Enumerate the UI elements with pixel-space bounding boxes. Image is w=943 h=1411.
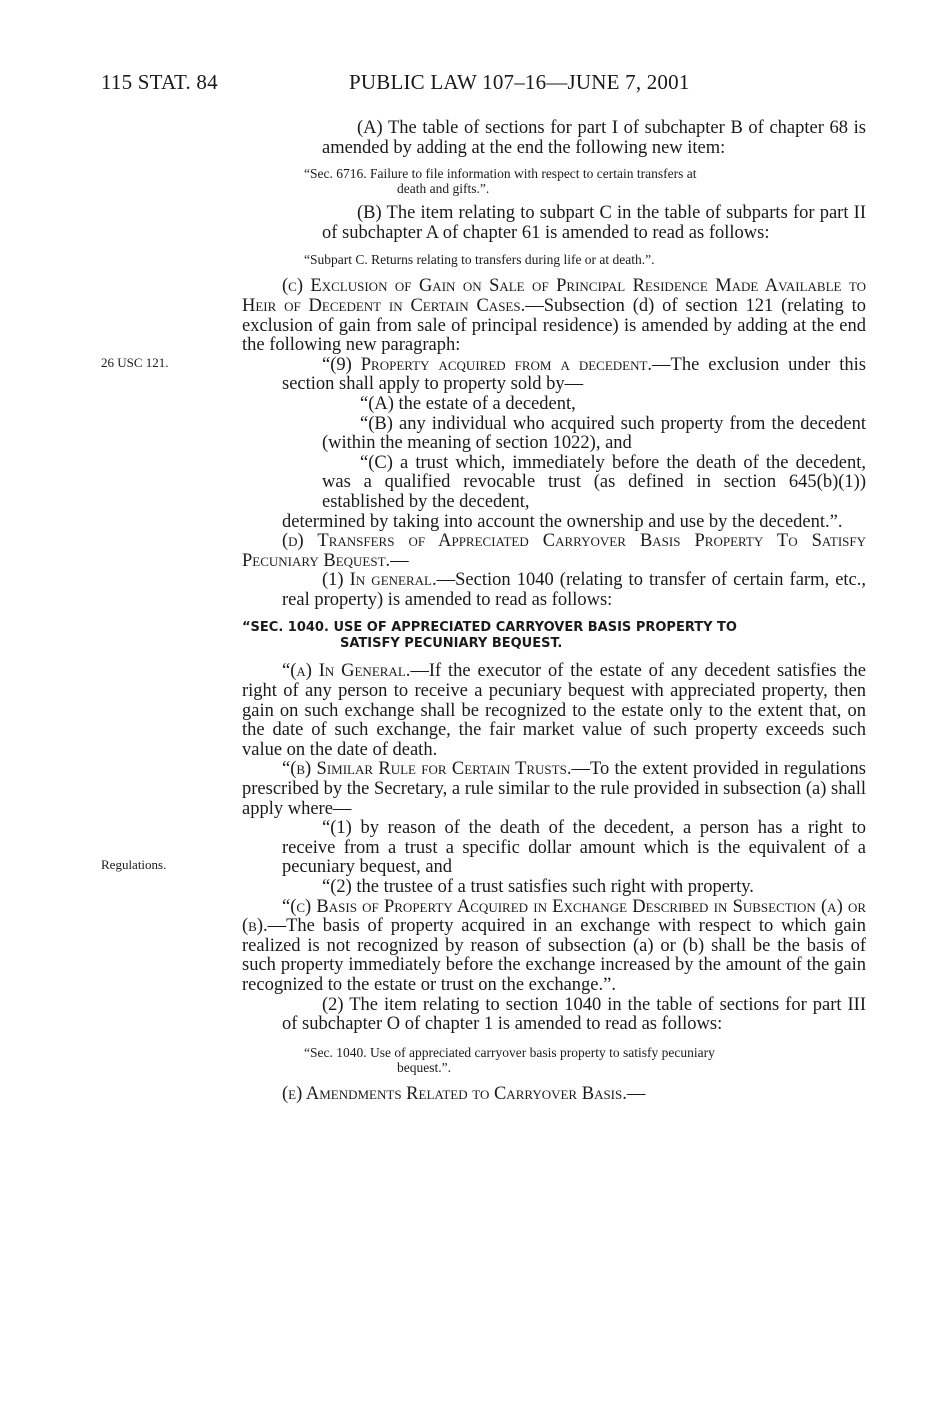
- paragraph-9-a: “(A) the estate of a decedent,: [360, 393, 576, 414]
- subsection-text: —The basis of property acquired in an exchange with respect to which gain realized is not recognized by reason of subsection (a) or (b) shall be the basis of such property immediately before the exchange increased by the amount of the gain recognized to the estate or trust on the exchange.”.: [242, 916, 866, 995]
- section-heading-line: SATISFY PECUNIARY BEQUEST.: [340, 636, 563, 652]
- section-1040-c: [242, 898, 866, 996]
- paragraph-d-1: [242, 571, 866, 610]
- quoted-item-1040: [304, 1045, 866, 1075]
- section-heading-line: “SEC. 1040. USE OF APPRECIATED CARRYOVER BASIS PROPERTY TO: [242, 620, 737, 636]
- quoted-item-subpart-c: “Subpart C. Returns relating to transfers during life or at death.”.: [304, 252, 655, 268]
- quoted-item-line: bequest.”.: [397, 1059, 451, 1075]
- subsection-c: [242, 277, 866, 355]
- subsection-heading: “(a) In General.: [282, 661, 411, 682]
- subsection-dash: —: [626, 1083, 646, 1104]
- paragraph-text: —Section 1040 (relating to transfer of certain farm, etc., real property) is amended to read as follows:: [282, 570, 867, 610]
- margin-note-usc: 26 USC 121.: [101, 355, 169, 370]
- subsection-text: —Subsection (d) of section 121 (relating to exclusion of gain from sale of principal residence) is amended by adding at the end the following new paragraph:: [242, 295, 866, 356]
- paragraph-a-table: (A) The table of sections for part I of subchapter B of chapter 68 is amended by adding at the end the following new item:: [322, 118, 866, 158]
- page-stat-number: 115 STAT. 84: [101, 70, 218, 94]
- body-text: [242, 119, 866, 1104]
- margin-note-regulations: Regulations.: [101, 857, 167, 872]
- subsection-heading: (e) Amendments Related to Carryover Basis.: [282, 1083, 627, 1104]
- subsection-heading: (c) Exclusion of Gain on Sale of Principal Residence Made Available to Heir of Decedent in Certain Cases.: [242, 276, 866, 316]
- section-1040-heading: [242, 620, 866, 652]
- paragraph-b-subpart: (B) The item relating to subpart C in the table of subparts for part II of subchapter A of chapter 61 is amended to read as follows:: [322, 203, 866, 243]
- paragraph-heading: “(9) Property acquired from a decedent.: [322, 354, 653, 375]
- quoted-item-line: “Sec. 1040. Use of appreciated carryover basis property to satisfy pecuniary: [304, 1044, 715, 1060]
- paragraph-heading: (1) In general.: [322, 570, 437, 591]
- section-1040-b: [242, 760, 866, 819]
- paragraph-text: —The exclusion under this section shall apply to property sold by—: [282, 354, 866, 395]
- quoted-item-line: death and gifts.”.: [397, 181, 490, 197]
- subsection-d: [242, 532, 866, 571]
- subsection-text: —To the extent provided in regulations prescribed by the Secretary, a rule similar to the rule provided in subsection (a) shall apply where—: [242, 759, 866, 819]
- subsection-e: [242, 1085, 866, 1105]
- subsection-dash: —: [390, 550, 409, 571]
- paragraph-9-c: “(C) a trust which, immediately before the death of the decedent, was a qualified revocable trust (as defined in section 645(b)(1)) established by the decedent,: [322, 452, 866, 512]
- paragraph-d-2: (2) The item relating to section 1040 in the table of sections for part III of subchapter O of chapter 1 is amended to read as follows:: [282, 994, 866, 1035]
- paragraph-9-b: “(B) any individual who acquired such property from the decedent (within the meaning of section 1022), and: [322, 413, 866, 454]
- paragraph-9: [242, 356, 866, 395]
- subsection-heading: (d) Transfers of Appreciated Carryover Basis Property To Satisfy Pecuniary Bequest.: [242, 531, 866, 571]
- subsection-text: —If the executor of the estate of any decedent satisfies the right of any person to receive a pecuniary bequest with appreciated property, then gain on such exchange shall be recognized to the estate only to the extent that, on the date of such exchange, the fair market value of such property exceeds such value on the date of death.: [242, 661, 866, 760]
- section-1040-b-2: “(2) the trustee of a trust satisfies such right with property.: [322, 877, 754, 897]
- quoted-item-line: “Sec. 6716. Failure to file information with respect to certain transfers at: [304, 166, 697, 182]
- running-header-title: PUBLIC LAW 107–16—JUNE 7, 2001: [349, 70, 690, 94]
- section-1040-b-1: “(1) by reason of the death of the decedent, a person has a right to receive from a trust a specific dollar amount which is the equivalent of a pecuniary bequest, and: [282, 818, 866, 878]
- subsection-heading: “(c) Basis of Property Acquired in Exchange Described in Subsection (a) or (b).: [242, 896, 866, 937]
- subsection-heading: “(b) Similar Rule for Certain Trusts.: [282, 759, 572, 780]
- paragraph-9-closing: determined by taking into account the ownership and use by the decedent.”.: [282, 511, 843, 532]
- quoted-item-6716: [304, 166, 866, 196]
- section-1040-a: [242, 662, 866, 760]
